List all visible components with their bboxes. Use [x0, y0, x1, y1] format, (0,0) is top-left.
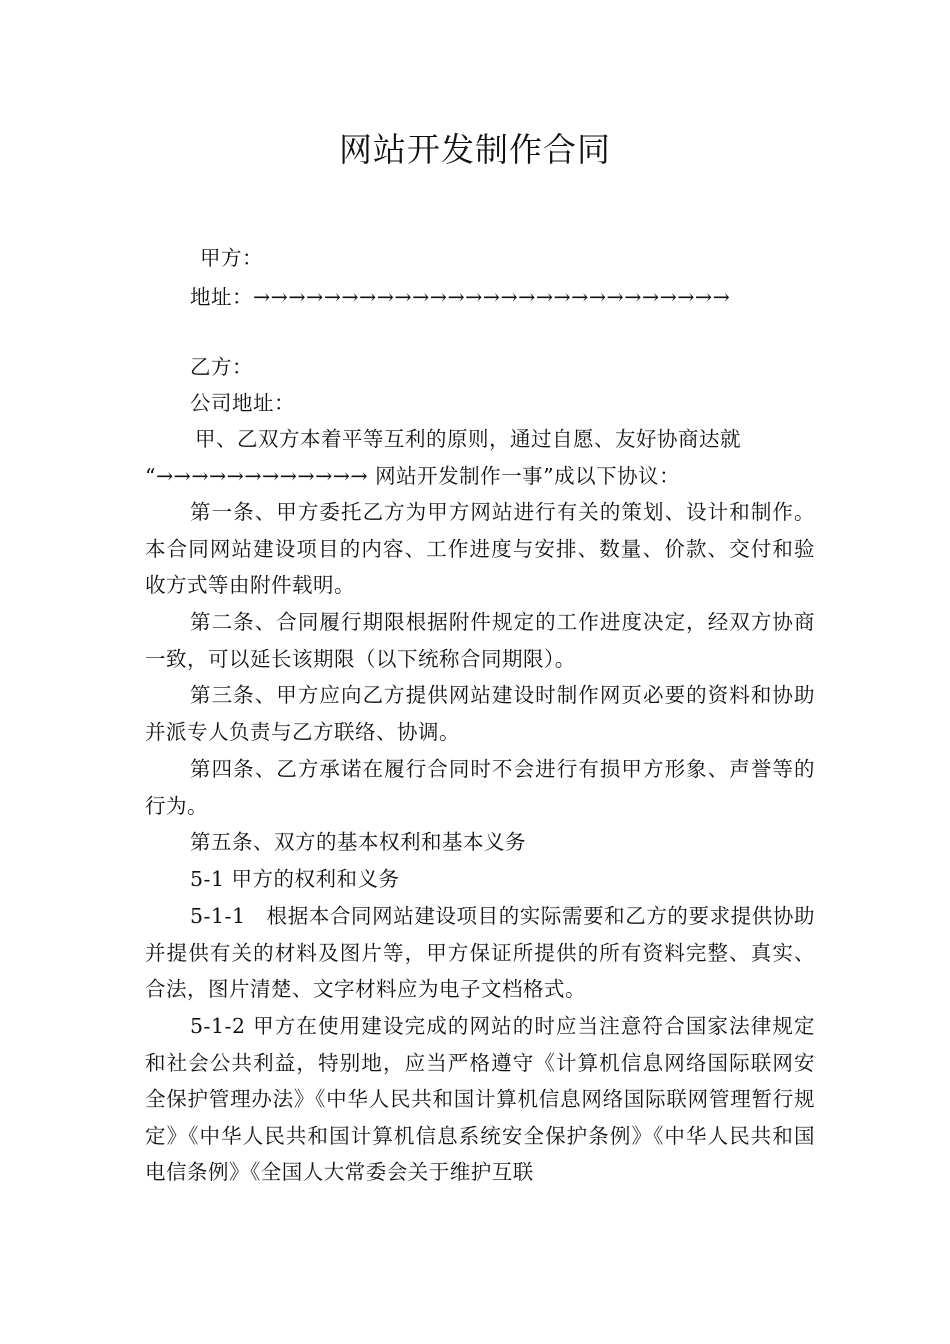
party-a-address: 地址：→→→→→→→→→→→→→→→→→→→→→→→→→→→ — [190, 285, 731, 309]
company-address-label: 公司地址： — [190, 391, 295, 415]
intro-paragraph-line-1: 甲、乙双方本着平等互利的原则，通过自愿、友好协商达就 — [195, 427, 741, 451]
party-a-label: 甲方： — [200, 246, 263, 270]
section-5-1: 5-1 甲方的权利和义务 — [190, 867, 400, 891]
article-5: 第五条、双方的基本权利和基本义务 — [190, 830, 526, 854]
clause-5-1-2: 5-1-2 甲方在使用建设完成的网站的时应当注意符合国家法律规定和社会公共利益，特别地，应当严格遵守《计算机信息网络国际联网安全保护管理办法》《中华人民共和国计算机信息网络国际联网管理暂行规定》《中华人民共和国计算机信息系统安全保护条例》《中华人民共和国电信条例》《全国人大常委会关于维护互联 — [145, 1014, 815, 1185]
document-title: 网站开发制作合同 — [339, 130, 611, 169]
article-1: 第一条、甲方委托乙方为甲方网站进行有关的策划、设计和制作。本合同网站建设项目的内容、工作进度与安排、数量、价款、交付和验收方式等由附件载明。 — [145, 500, 815, 598]
article-2: 第二条、合同履行期限根据附件规定的工作进度决定，经双方协商一致，可以延长该期限（以下统称合同期限）。 — [145, 610, 815, 671]
article-4: 第四条、乙方承诺在履行合同时不会进行有损甲方形象、声誉等的行为。 — [145, 757, 815, 818]
party-b-label: 乙方： — [190, 355, 253, 379]
clause-5-1-1: 5-1-1 根据本合同网站建设项目的实际需要和乙方的要求提供协助并提供有关的材料及图片等，甲方保证所提供的所有资料完整、真实、合法，图片清楚、文字材料应为电子文档格式。 — [145, 904, 815, 1002]
intro-paragraph-line-2: “→→→→→→→→→→→→ 网站开发制作一事”成以下协议： — [145, 464, 681, 488]
article-3: 第三条、甲方应向乙方提供网站建设时制作网页必要的资料和协助并派专人负责与乙方联络、协调。 — [145, 683, 815, 744]
